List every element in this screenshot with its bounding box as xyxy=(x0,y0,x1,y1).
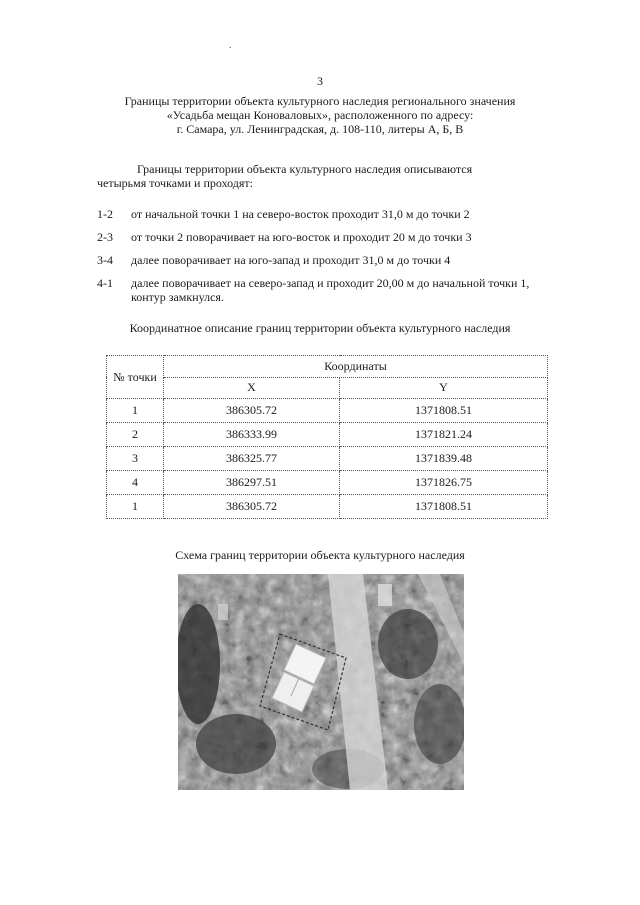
header-y: Y xyxy=(340,377,548,399)
table-row xyxy=(107,399,548,423)
cell-point: 1 xyxy=(107,399,164,423)
segment-text xyxy=(131,276,577,304)
table-row xyxy=(107,495,548,519)
cell-x: 386305.72 xyxy=(164,399,340,423)
segment-number: 2-3 xyxy=(97,230,113,244)
segment-number: 4-1 xyxy=(97,276,113,290)
cell-y: 1371808.51 xyxy=(340,495,548,519)
title-line-2: «Усадьба мещан Коноваловых», расположенного по адресу: xyxy=(166,108,474,122)
segment-text: далее поворачивает на юго-запад и проходит 31,0 м до точки 4 xyxy=(131,253,451,267)
table-row xyxy=(107,423,548,447)
segment-text: от начальной точки 1 на северо-восток проходит 31,0 м до точки 2 xyxy=(131,207,470,221)
header-coordinates: Координаты xyxy=(164,356,548,378)
page-number: 3 xyxy=(317,74,323,88)
cell-x: 386325.77 xyxy=(164,447,340,471)
intro-line-1: Границы территории объекта культурного наследия описываются xyxy=(137,162,473,176)
table-subheader-row xyxy=(107,377,548,399)
cell-y: 1371839.48 xyxy=(340,447,548,471)
segment-number: 1-2 xyxy=(97,207,113,221)
cell-y: 1371826.75 xyxy=(340,471,548,495)
segment-text: от точки 2 поворачивает на юго-восток и проходит 20 м до точки 3 xyxy=(131,230,472,244)
coordinates-table xyxy=(106,355,548,519)
cell-point: 4 xyxy=(107,471,164,495)
title-line-1: Границы территории объекта культурного наследия регионального значения xyxy=(124,94,516,108)
intro-paragraph xyxy=(97,162,547,190)
table-row xyxy=(107,471,548,495)
cell-point: 3 xyxy=(107,447,164,471)
cell-y: 1371821.24 xyxy=(340,423,548,447)
segment-text-line-2: контур замкнулся. xyxy=(131,290,224,304)
header-x: X xyxy=(164,377,340,399)
table-header-row xyxy=(107,356,548,378)
boundary-scheme-map xyxy=(178,574,464,790)
aerial-photo xyxy=(178,574,464,790)
scan-mark: . xyxy=(229,40,232,51)
intro-line-2: четырьмя точками и проходят: xyxy=(97,176,253,190)
title-line-3: г. Самара, ул. Ленинградская, д. 108-110, литеры А, Б, В xyxy=(176,122,464,136)
cell-y: 1371808.51 xyxy=(340,399,548,423)
coordinates-caption: Координатное описание границ территории объекта культурного наследия xyxy=(129,321,511,335)
cell-point: 2 xyxy=(107,423,164,447)
cell-x: 386333.99 xyxy=(164,423,340,447)
cell-x: 386297.51 xyxy=(164,471,340,495)
cell-point: 1 xyxy=(107,495,164,519)
table-row xyxy=(107,447,548,471)
header-point: № точки xyxy=(107,356,164,399)
document-title xyxy=(60,94,580,136)
segment-number: 3-4 xyxy=(97,253,113,267)
scheme-caption: Схема границ территории объекта культурного наследия xyxy=(175,548,465,562)
segment-text-line-1: далее поворачивает на северо-запад и проходит 20,00 м до начальной точки 1, xyxy=(131,276,530,290)
cell-x: 386305.72 xyxy=(164,495,340,519)
